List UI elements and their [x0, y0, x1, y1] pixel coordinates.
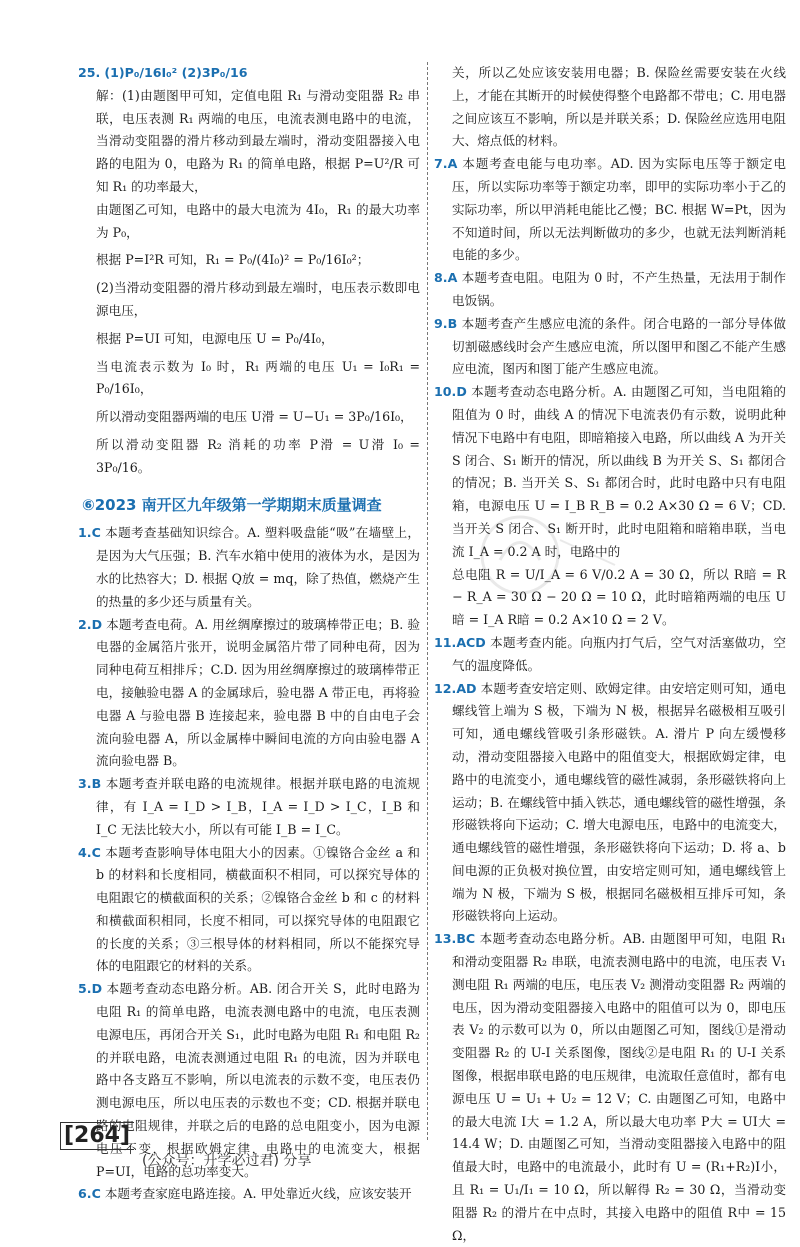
answer-item-7	[434, 153, 786, 267]
answer-explanation: 本题考查电荷。A. 用丝绸摩擦过的玻璃棒带正电；B. 验电器的金属箔片张开，说明金属箔片带了同种电荷，因为同种电荷互相排斥；C.D. 因为用丝绸摩擦过的玻璃棒带正电，接触验电器 A 的金属球后，验电器 A 带正电，再将验电器 A 与验电器 B 连接起来，验电器 B 中的自由电子会流向验电器 A，所以金属棒中瞬间电流的方向由验电器 A 流向验电器 B。	[96, 616, 420, 769]
answer-key: AD	[456, 680, 477, 696]
answer-item-11	[434, 632, 786, 678]
answer-explanation: 本题考查产生感应电流的条件。闭合电路的一部分导体做切割磁感线时会产生感应电流，所以图甲和图乙不能产生感应电流，图丙和图丁能产生感应电流。	[452, 315, 786, 377]
answer-key: C	[91, 525, 101, 541]
answer-explanation: 本题考查电能与电功率。AD. 因为实际电压等于额定电压，所以实际功率等于额定功率，即甲的实际功率小于乙的实际功率，所以甲消耗电能比乙慢；BC. 根据 W=Pt，因为不知道时间，所以无法判断做功的多少，也就无法判断消耗电能的多少。	[452, 156, 786, 263]
question-number: 25.	[78, 65, 101, 80]
answer-key: D	[91, 981, 103, 997]
answer-item-2	[78, 614, 420, 774]
answer-key: C	[91, 844, 101, 860]
answer-key: BC	[456, 931, 476, 947]
answer-item-1	[78, 522, 420, 613]
answer-explanation: 本题考查并联电路的电流规律。根据并联电路的电流规律，有 I_A = I_D > I_B，I_A = I_D > I_C，I_B 和 I_C 无法比较大小，所以有可能 I_B = I_C。	[96, 776, 420, 837]
answer-key: B	[91, 776, 102, 792]
answer-item-8	[434, 267, 786, 313]
page-number: [264]	[60, 1122, 134, 1150]
answer-key: D	[456, 384, 467, 400]
answer-explanation: 本题考查内能。向瓶内打气后，空气对活塞做功，空气的温度降低。	[452, 634, 786, 673]
section-title: ⑥2023 南开区九年级第一学期期末质量调查	[82, 495, 382, 514]
answer-explanation: 本题考查电阻。电阻为 0 时，不产生热量，无法用于制作电饭锅。	[452, 270, 786, 308]
answer-item-6	[78, 1183, 420, 1206]
answer-item-13	[434, 928, 786, 1247]
right-column	[434, 62, 786, 1247]
answer-explanation: 本题考查基础知识综合。A. 塑料吸盘能“吸”在墙壁上，是因为大气压强；B. 汽车水箱中使用的液体为水，是因为水的比热容大；D. 根据 Q放 = mq，除了热值，燃烧产生的热量的多少还与质量有关。	[96, 525, 420, 609]
question-number: 2.	[78, 616, 92, 632]
question-number: 9.	[434, 315, 448, 331]
answer-item-4	[78, 842, 420, 979]
answer-key: (1)P₀/16I₀² (2)3P₀/16	[104, 65, 248, 80]
question-number: 5.	[78, 981, 92, 997]
solution-formula: 所以滑动变阻器 R₂ 消耗的功率 P滑 = U滑 I₀ = 3P₀/16。	[96, 436, 420, 475]
answer-explanation: 本题考查安培定则、欧姆定律。由安培定则可知，通电螺线管上端为 S 极，下端为 N 极，根据异名磁极相互吸引可知，通电螺线管吸引条形磁铁。A. 滑片 P 向左缓慢移动，滑动变阻器接入电路中的阻值变大，根据欧姆定律，电路中的电流变小，通电螺线管的磁性减弱，条形磁铁将向上运动；B. 在螺线管中插入铁芯，通电螺线管的磁性增强，条形磁铁将向下运动；C. 增大电源电压，电路中的电流变大，通电螺线管的磁性增强，条形磁铁将向下运动；D. 将 a、b 间电源的正负极对换位置，由安培定则可知，通电螺线管上端为 N 极，下端为 S 极，根据同名磁极相互排斥可知，条形磁铁将向上运动。	[452, 680, 786, 924]
answer-key: B	[447, 315, 458, 331]
footer-credit: (公众号：升学必过君) 分享	[142, 1153, 312, 1169]
answer-explanation: 本题考查影响导体电阻大小的因素。①镍铬合金丝 a 和 b 的材料和长度相同，横截面积不相同，可以探究导体的电阻跟它的横截面积的关系；②镍铬合金丝 b 和 c 的材料和横截面积相同，长度不相同，可以探究导体的电阻跟它的长度的关系；③三根导体的材料相同，所以不能探究导体的电阻跟它的材料的关系。	[96, 844, 420, 974]
question-number: 12.	[434, 680, 457, 696]
answer-item-3	[78, 773, 420, 841]
column-divider	[427, 62, 428, 1140]
question-number: 4.	[78, 844, 92, 860]
question-number: 6.	[78, 1186, 92, 1202]
question-number: 10.	[434, 384, 457, 400]
question-number: 13.	[434, 931, 457, 947]
answer-key: A	[447, 270, 458, 286]
answer-explanation: 本题考查动态电路分析。AB. 由题图甲可知，电阻 R₁ 和滑动变阻器 R₂ 串联，电流表测电路中的电流，电压表 V₁ 测电阻 R₁ 两端的电压，电压表 V₂ 测滑动变阻器 R₂ 两端的电压，因为滑动变阻器接入电路中的阻值可以为 0，即电压表 V₂ 的示数可以为 0，所以由题图乙可知，图线①是滑动变阻器 R₂ 的 U-I 关系图像，图线②是电阻 R₁ 的 U-I 关系图像，根据串联电路的电压规律，电流取任意值时，都有电源电压 U = U₁ + U₂ = 12 V；C. 由题图乙可知，电路中的最大电流 I大 = 1.2 A，所以最大电功率 P大 = UI大 = 14.4 W；D. 由题图乙可知，当滑动变阻器接入电路中的阻值最大时，电路中的电流最小，此时有 U = (R₁+R₂)I小，且 R₁ = U₁/I₁ = 10 Ω，所以解得 R₂ = 30 Ω，当滑动变阻器 R₂ 的滑片在中点时，其接入电路中的阻值 R中 = 15 Ω，	[452, 931, 786, 1243]
question-number: 3.	[78, 776, 92, 792]
answer-continuation: 关，所以乙处应该安装用电器；B. 保险丝需要安装在火线上，才能在其断开的时候使得整个电路都不带电；C. 用电器之间应该互不影响，所以是并联关系；D. 保险丝应选用电阻大、熔点低的材料。	[452, 65, 786, 149]
solution-formula: 当电流表示数为 I₀ 时，R₁ 两端的电压 U₁ = I₀R₁ = P₀/16I₀，	[96, 358, 420, 397]
question-number: 1.	[78, 525, 92, 541]
solution-formula: 根据 P=I²R 可知，R₁ = P₀/(4I₀)² = P₀/16I₀²；	[96, 252, 370, 268]
answer-explanation: 本题考查动态电路分析。AB. 闭合开关 S，此时电路为电阻 R₁ 的简单电路，电流表测电路中的电流，电压表测电源电压，再闭合开关 S₁，此时电路为电阻 R₁ 和电阻 R₂ 的并联电路，电流表测通过电阻 R₁ 的电流，因为并联电路中各支路互不影响，所以电流表的示数不变，电压表仍测电源电压，所以电压表的示数也不变；CD. 根据并联电路的电阻规律，并联之后的电路的总电阻变小，因为电源电压不变，根据欧姆定律，电路中的电流变大，根据 P=UI，电路的总功率变大。	[96, 981, 420, 1179]
solution-text: 解：(1)由题图甲可知，定值电阻 R₁ 与滑动变阻器 R₂ 串联，电压表测 R₁ 两端的电压，电流表测电路中的电流，当滑动变阻器的滑片移动到最左端时，滑动变阻器接入电路的电阻为 0，电路为 R₁ 的简单电路，根据 P=U²/R 可知 R₁ 的功率最大，	[96, 87, 420, 194]
solution-formula: 所以滑动变阻器两端的电压 U滑 = U−U₁ = 3P₀/16I₀，	[96, 409, 413, 425]
answer-explanation: 本题考查动态电路分析。A. 由题图乙可知，当电阻箱的阻值为 0 时，曲线 A 的情况下电流表仍有示数，说明此种情况下电路中有电阻，即暗箱接入电路，所以曲线 A 为开关 S 闭合、S₁ 断开的情况，所以曲线 B 为开关 S、S₁ 都闭合的情况；B. 当开关 S、S₁ 都闭合时，此时电路中只有电阻箱，电源电压 U = I_B R_B = 0.2 A×30 Ω = 6 V；CD. 当开关 S 闭合、S₁ 断开时，此时电阻箱和暗箱串联，当电流 I_A = 0.2 A 时，电路中的	[452, 384, 786, 559]
answer-key: A	[447, 156, 458, 172]
left-column	[78, 62, 420, 1206]
solution-formula: 根据 P=UI 可知，电源电压 U = P₀/4I₀，	[96, 330, 334, 346]
question-number: 7.	[434, 156, 448, 172]
question-25-header	[78, 62, 420, 85]
answer-key: D	[91, 616, 103, 632]
question-number: 11.	[434, 634, 457, 650]
answer-key: ACD	[456, 634, 486, 650]
solution-formula: 总电阻 R = U/I_A = 6 V/0.2 A = 30 Ω，所以 R暗 = R − R_A = 30 Ω − 20 Ω = 10 Ω，此时暗箱两端的电压 U暗 = I_A R暗 = 0.2 A×10 Ω = 2 V。	[452, 566, 786, 628]
answer-item-12	[434, 678, 786, 929]
answer-explanation: 本题考查家庭电路连接。A. 甲处靠近火线，应该安装开	[104, 1186, 412, 1202]
watermark-logo-icon	[475, 510, 625, 600]
question-number: 8.	[434, 270, 448, 286]
answer-item-9	[434, 313, 786, 381]
solution-text: 由题图乙可知，电路中的最大电流为 4I₀，R₁ 的最大功率为 P₀，	[96, 201, 420, 240]
solution-text: (2)当滑动变阻器的滑片移动到最左端时，电压表示数即电源电压，	[96, 280, 420, 318]
answer-key: C	[91, 1186, 101, 1202]
